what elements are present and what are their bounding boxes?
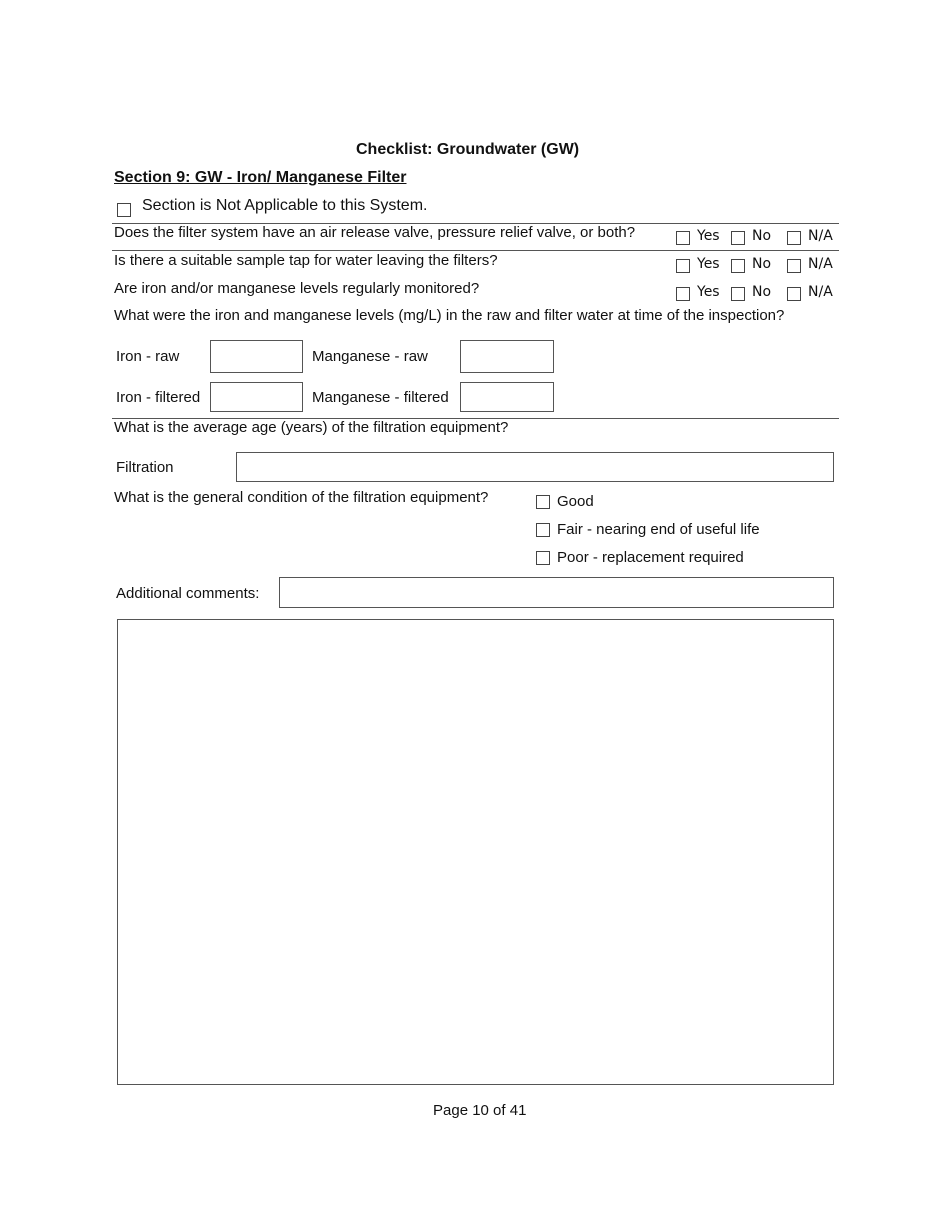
question-iron-manganese-levels: What were the iron and manganese levels (mg/L) in the raw and filter water at time of the inspection?	[114, 307, 785, 324]
q1-yes-label: Yes	[697, 228, 720, 244]
condition-good-checkbox[interactable]	[536, 495, 550, 509]
q3-no-label: No	[752, 284, 772, 300]
filtration-age-input[interactable]	[236, 452, 834, 482]
section-title: Section 9: GW - Iron/ Manganese Filter	[114, 169, 407, 186]
condition-good-label: Good	[557, 493, 594, 510]
q2-no-label: No	[752, 256, 772, 272]
divider	[112, 250, 839, 251]
q3-yes-checkbox[interactable]	[676, 287, 690, 301]
manganese-filtered-input[interactable]	[460, 382, 554, 412]
q2-na-label: N/A	[808, 256, 833, 272]
q1-no-label: No	[752, 228, 772, 244]
q1-na-label: N/A	[808, 228, 833, 244]
additional-comments-label: Additional comments:	[116, 585, 260, 602]
iron-filtered-label: Iron - filtered	[116, 389, 201, 406]
iron-raw-label: Iron - raw	[116, 348, 180, 365]
condition-fair-checkbox[interactable]	[536, 523, 550, 537]
q1-no-checkbox[interactable]	[731, 231, 745, 245]
question-air-release-valve: Does the filter system have an air release valve, pressure relief valve, or both?	[114, 224, 636, 241]
page-title: Checklist: Groundwater (GW)	[356, 141, 580, 158]
q1-yes-checkbox[interactable]	[676, 231, 690, 245]
q2-yes-label: Yes	[697, 256, 720, 272]
condition-poor-label: Poor - replacement required	[557, 549, 744, 566]
question-average-age: What is the average age (years) of the filtration equipment?	[114, 419, 509, 436]
manganese-filtered-label: Manganese - filtered	[312, 389, 449, 406]
manganese-raw-input[interactable]	[460, 340, 554, 373]
additional-comments-input[interactable]	[279, 577, 834, 608]
manganese-raw-label: Manganese - raw	[312, 348, 428, 365]
q2-yes-checkbox[interactable]	[676, 259, 690, 273]
question-levels-monitored: Are iron and/or manganese levels regularly monitored?	[114, 280, 480, 297]
comments-textarea[interactable]	[117, 619, 834, 1085]
q3-na-checkbox[interactable]	[787, 287, 801, 301]
page-number: Page 10 of 41	[433, 1102, 527, 1119]
q3-yes-label: Yes	[697, 284, 720, 300]
filtration-label: Filtration	[116, 459, 174, 476]
q3-na-label: N/A	[808, 284, 833, 300]
iron-raw-input[interactable]	[210, 340, 303, 373]
q2-na-checkbox[interactable]	[787, 259, 801, 273]
condition-poor-checkbox[interactable]	[536, 551, 550, 565]
not-applicable-label: Section is Not Applicable to this System.	[142, 197, 428, 214]
q2-no-checkbox[interactable]	[731, 259, 745, 273]
iron-filtered-input[interactable]	[210, 382, 303, 412]
not-applicable-checkbox[interactable]	[117, 203, 131, 217]
condition-fair-label: Fair - nearing end of useful life	[557, 521, 760, 538]
question-general-condition: What is the general condition of the filtration equipment?	[114, 489, 489, 506]
q3-no-checkbox[interactable]	[731, 287, 745, 301]
q1-na-checkbox[interactable]	[787, 231, 801, 245]
question-sample-tap: Is there a suitable sample tap for water leaving the filters?	[114, 252, 498, 269]
